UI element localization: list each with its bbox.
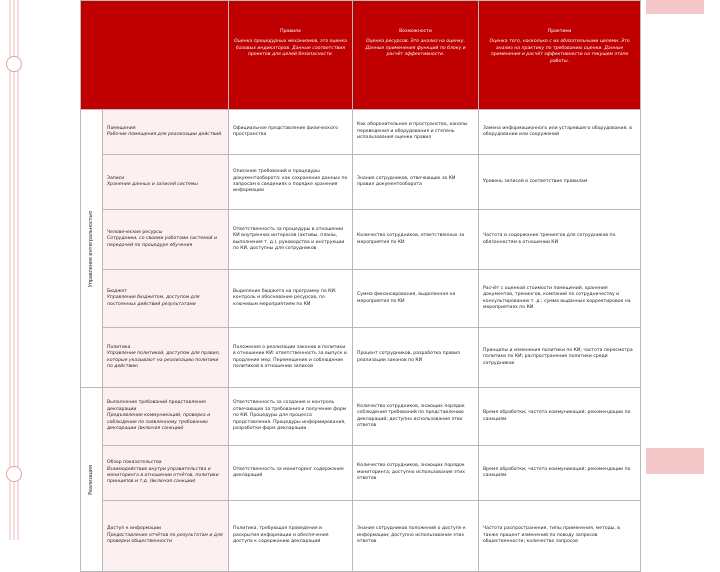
cell-rules: Ответственность за мониторинг содержания деклараций (229, 446, 353, 501)
row-label (103, 328, 229, 388)
header-blank-cell (81, 1, 229, 110)
table-row (81, 270, 641, 328)
row-label (103, 270, 229, 328)
cell-practices: Уровень записей в соответствие правилам (479, 155, 641, 210)
table-row (81, 210, 641, 270)
cell-capabilities: Сумма финансирования, выделенная на мероприятия по КИ (353, 270, 479, 328)
cell-rules: Положения о реализации законов и политики в отношении КИ: ответственность за выпуск и продление мер; Перемещение и соблюдение политикой в отношении записей (229, 328, 353, 388)
row-label (103, 110, 229, 155)
header-desc: Оценка ресурсов. Это анализ на оценку. Данные применения функций по блоку и расчёт эффективности. (365, 39, 466, 58)
row-label (103, 155, 229, 210)
cell-capabilities: Знание сотрудников положений о доступе к информации; доступно использование этих ответов (353, 501, 479, 572)
row-label (103, 446, 229, 501)
row-desc: Управление политикой, доступом для правил, которые указывают на реализацию политики по действию (107, 351, 220, 369)
cell-rules: Ответственность за создание и контроль отвечающих за требования и получение форм по КИ. Процедуры для процесса представления. Процедуры информирования, разработки форм декларации (229, 388, 353, 446)
cell-practices: Принципы и изменения политики по КИ; частота пересмотра политики по КИ; распространение политики среди сотрудников (479, 328, 641, 388)
row-title: Записи (107, 175, 125, 181)
header-title: Практики (547, 29, 572, 34)
row-desc: Предоставление отчётов по результатам и для проверки общественности (107, 532, 223, 545)
group-label-implementation (81, 388, 103, 572)
decorative-band-top (646, 0, 704, 14)
header-desc: Оценка того, насколько с их обязательными целями. Это анализ на практику по требованию оценки. Данные применения и расчёт эффективности на текущем этапе работы. (489, 39, 630, 64)
cell-rules: Ответственность за процедуры в отношении КИ внутренних интересов (активы, планы, выполнения т. д.), руководства и инструкции по КИ, доступны для сотрудников (229, 210, 353, 270)
row-title: Помещения (107, 125, 136, 131)
table-header-row (81, 1, 641, 110)
row-desc: Управление бюджетом, доступом для постоянных действий результатами (107, 295, 200, 307)
group-label-text: Реализация (88, 464, 94, 495)
table-row (81, 388, 641, 446)
decorative-circle-bottom (6, 466, 22, 482)
header-title: Правила (280, 29, 301, 34)
decorative-circle-top (6, 56, 22, 72)
cell-practices: Время обработки; частота коммуникаций; рекомендации по санкциям (479, 446, 641, 501)
row-label (103, 388, 229, 446)
row-title: Доступ к информации (107, 526, 162, 532)
table-row (81, 155, 641, 210)
cell-rules: Описание требований и процедуры документооборота: как сохранение данных по запросам в сведениях о порядке хранения информации (229, 155, 353, 210)
cell-practices: Расчёт с оценкой стоимости помещений, хранения документов, тренингов, компаний по сотрудничеству и консультированию т. д.; сумма выданных корректировок на мероприятиях по КИ (479, 270, 641, 328)
cell-practices: Частота и содержание тренингов для сотрудников по обязанностям в отношении КИ (479, 210, 641, 270)
row-title: Политика (107, 344, 131, 350)
cell-practices: Время обработки; частота коммуникаций; рекомендации по санкциям (479, 388, 641, 446)
table-row (81, 501, 641, 572)
row-desc: Взаимодействие внутри управительства и мониторинга в отношении отчётов, политики принципов и т.д. (включая санкции) (107, 466, 219, 485)
cell-capabilities: Процент сотрудников, разработка правил реализации законов по КИ (353, 328, 479, 388)
row-label (103, 501, 229, 572)
table-row (81, 446, 641, 501)
cell-capabilities: Количество сотрудников, знающих порядок мониторинга; доступно использование этих ответов (353, 446, 479, 501)
cell-capabilities: Количество сотрудников, ответственных за мероприятия по КИ (353, 210, 479, 270)
cell-capabilities: Количество сотрудников, знающих порядок соблюдения требований по представлению деклараций; доступно использование этих ответов (353, 388, 479, 446)
assessment-table (80, 0, 641, 572)
cell-rules: Политика, требующая проведения и раскрытия информации и обеспечения доступа к содержанию деклараций (229, 501, 353, 572)
cell-capabilities: Знание сотрудников, отвечающих за КИ правил документооборота (353, 155, 479, 210)
header-rules (229, 1, 353, 110)
row-label (103, 210, 229, 270)
header-capabilities (353, 1, 479, 110)
group-label-management (81, 110, 103, 388)
cell-capabilities: Как оборонительное и пространство, каналы переведения и оборудования и степень использования оценки правил (353, 110, 479, 155)
decorative-side-lines (6, 0, 22, 540)
row-desc: Сотрудники, со своими работами системой и передачей по процедуре обучения (107, 236, 217, 248)
row-desc: Предъявление коммуникаций, проверка и соблюдение по заявленному требованию декларации (включая санкции) (107, 413, 211, 432)
row-title: Человеческие ресурсы (107, 229, 163, 235)
table-row (81, 110, 641, 155)
table-row (81, 328, 641, 388)
row-title: Обзор показательства (107, 460, 162, 466)
cell-rules: Официальное представление физического пространства (229, 110, 353, 155)
header-practices (479, 1, 641, 110)
cell-practices: Частота распространения, типы применения, методы, в также процент изменений по поводу запросов общественности; количество запросов (479, 501, 641, 572)
row-title: Бюджет (107, 288, 127, 294)
row-desc: Хранение данных и записей системы (107, 182, 198, 187)
header-title: Возможности (399, 29, 432, 34)
header-desc: Оценка процедурных механизмов, это оценка базовых индикаторов. Данные соответствия проектов для целей безопасности. (234, 39, 347, 58)
group-label-text: Управление интегральностью (88, 210, 94, 287)
row-title: Выполнение требований представления декларации (107, 400, 206, 412)
cell-rules: Выделение бюджета на программу по КИ: контроль и обоснование ресурсов, по ключевым мероприятиям по КИ (229, 270, 353, 328)
row-desc: Рабочие помещения для реализации действий (107, 132, 222, 137)
decorative-band-bottom (646, 448, 704, 474)
cell-practices: Замена информационного или устаревшего оборудования, в оборудовании или сооружений (479, 110, 641, 155)
